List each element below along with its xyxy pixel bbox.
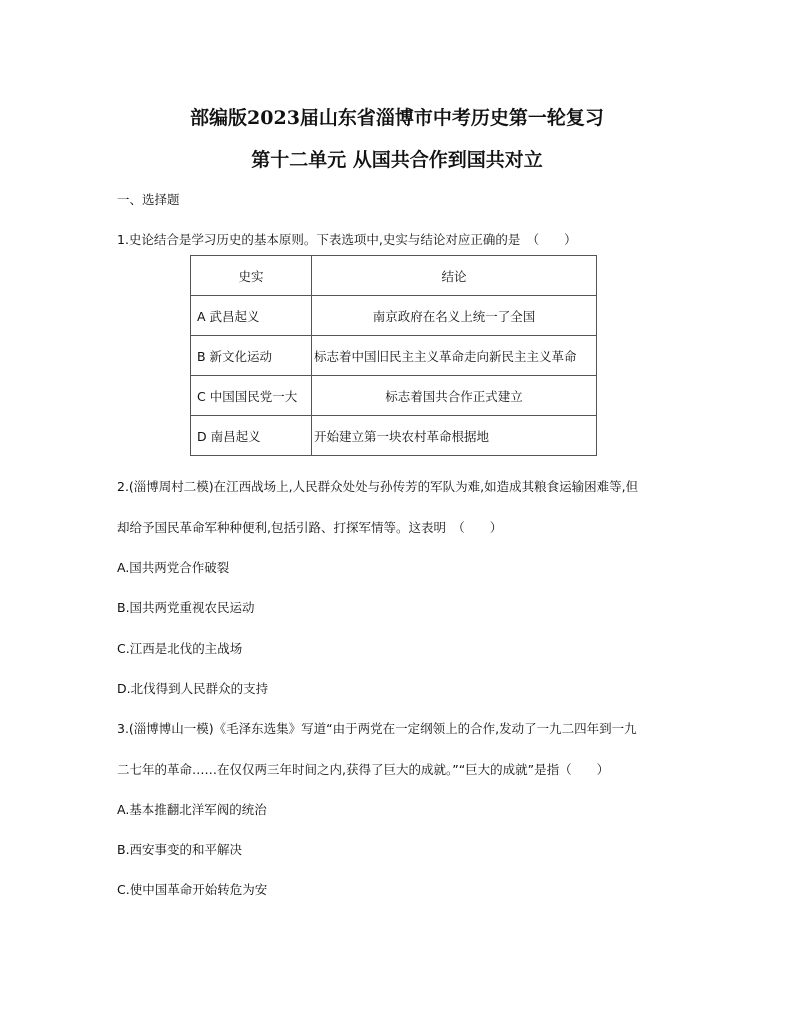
question-2-stem-line-1: 2.(淄博周村二模)在江西战场上,人民群众处处与孙传芳的军队为难,如造成其粮食运输困难等,但 <box>117 479 639 494</box>
question-3-stem-line-2: 二七年的革命……在仅仅两三年时间之内,获得了巨大的成就。”“巨大的成就”是指（ ） <box>117 762 610 777</box>
question-3-option-a: A.基本推翻北洋军阀的统治 <box>117 802 267 817</box>
question-1-stem: 1.史论结合是学习历史的基本原则。下表选项中,史实与结论对应正确的是 （ ） <box>117 232 577 247</box>
question-2-option-c: C.江西是北伐的主战场 <box>117 641 243 656</box>
table-row <box>191 416 597 456</box>
table-row <box>191 336 597 376</box>
question-1-table <box>190 255 597 456</box>
table-header-row <box>191 256 597 296</box>
section-heading: 一、选择题 <box>117 192 180 207</box>
question-3-option-b: B.西安事变的和平解决 <box>117 842 243 857</box>
document-subtitle: 第十二单元 从国共合作到国共对立 <box>251 149 543 171</box>
document-title: 部编版2023届山东省淄博市中考历史第一轮复习 <box>190 107 604 129</box>
table-cell: 标志着国共合作正式建立 <box>312 376 597 416</box>
table-row <box>191 376 597 416</box>
question-3-stem-line-1: 3.(淄博博山一模)《毛泽东选集》写道“由于两党在一定纲领上的合作,发动了一九二四年到一九 <box>117 721 637 736</box>
table-cell: A 武昌起义 <box>191 296 312 336</box>
table-row <box>191 296 597 336</box>
question-2-stem-line-2: 却给予国民革命军种种便利,包括引路、打探军情等。这表明 （ ） <box>117 520 503 535</box>
table-cell: 开始建立第一块农村革命根据地 <box>312 416 597 456</box>
table-cell: 标志着中国旧民主主义革命走向新民主主义革命 <box>312 336 597 376</box>
table-cell: 南京政府在名义上统一了全国 <box>312 296 597 336</box>
table-cell: C 中国国民党一大 <box>191 376 312 416</box>
question-2-option-d: D.北伐得到人民群众的支持 <box>117 681 269 696</box>
question-2-option-b: B.国共两党重视农民运动 <box>117 600 255 615</box>
table-cell: B 新文化运动 <box>191 336 312 376</box>
table-header-cell: 结论 <box>312 256 597 296</box>
question-3-option-c: C.使中国革命开始转危为安 <box>117 882 268 897</box>
table-cell: D 南昌起义 <box>191 416 312 456</box>
question-2-option-a: A.国共两党合作破裂 <box>117 560 230 575</box>
table-header-cell: 史实 <box>191 256 312 296</box>
